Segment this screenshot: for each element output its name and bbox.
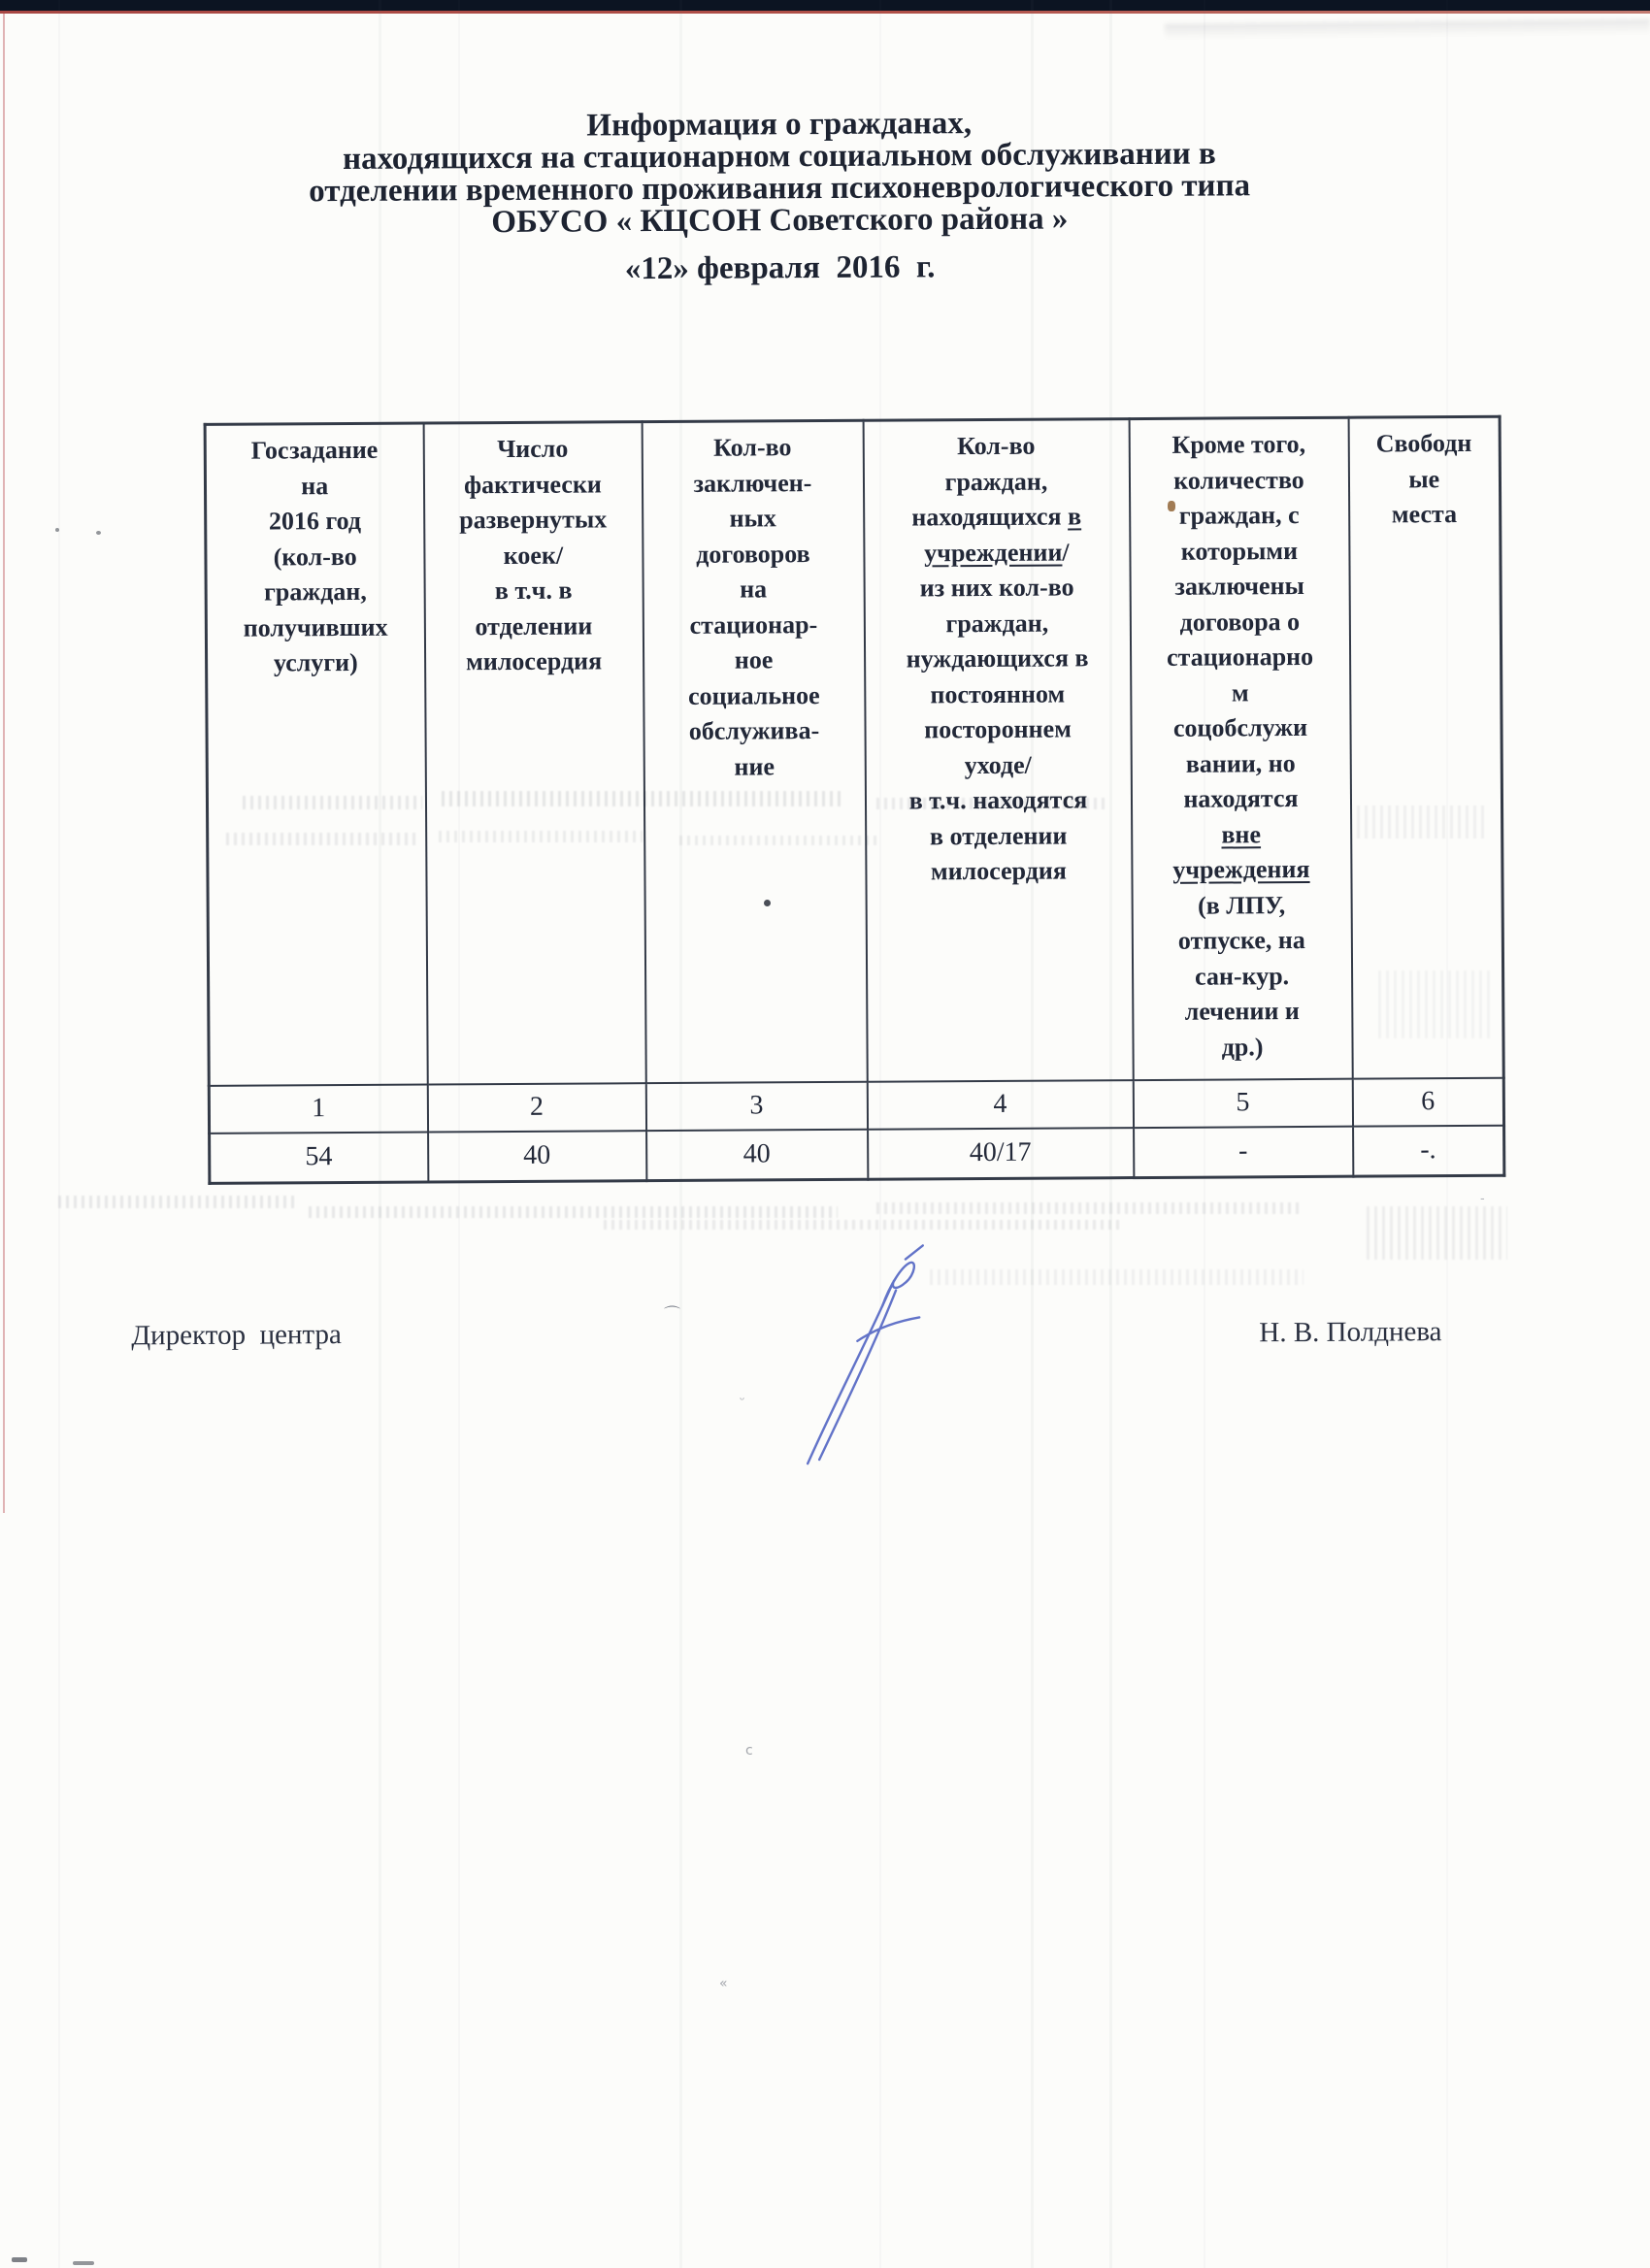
document-date: «12» февраля 2016 г. — [624, 249, 936, 287]
signoff-role: Директор центра — [131, 1319, 342, 1352]
value-cell: 54 — [210, 1132, 428, 1183]
table-value-row — [210, 1125, 1504, 1183]
column-number: 6 — [1352, 1077, 1503, 1126]
table-column-number-row — [209, 1077, 1503, 1133]
document-title: Информация о гражданах, находящихся на стационарном социальном обслуживании в отделении временного проживания психоневрологического типа ОБУСО « КЦСОН Советского района » — [309, 106, 1251, 241]
scanned-document-page: ⌒ ᵕ c « - Информация о гражданах, находящихся на стационарном социальном обслуживании в отделении временного проживания психоневрологического типа ОБУСО « КЦСОН Советского района » «12» февраля 2016 г. Госзадание на 2016 год (кол-во граждан, получивших услуги) Число фактически развернутых коек/ в т.ч. в отделении милосердия Кол-во заключен- ных договоров на стационар- ное социальное обслужива- ние Кол-во граждан, находящихся в учреждении/ из них кол-во граждан, нуждающихся в постоянном постороннем уходе/ в т.ч. находятся в отделении милосердия Кроме того, количество граждан, с которыми заключены договора о стационарно м соцобслужи вании, но находятся вне учреждения (в ЛПУ, отпуске, на сан-кур. лечении и др.) Свободн ые места 1 2 3 4 5 6 54 40 40 40/17 - -. Директор центра Н. В. Полднева — [0, 0, 1650, 2268]
signoff-name: Н. В. Полднева — [1259, 1316, 1442, 1349]
header-cell-citizens-outside: Кроме того, количество граждан, с которыми заключены договора о стационарно м соцобслужи вании, но находятся вне учреждения (в ЛПУ, отпуске, на сан-кур. лечении и др.) — [1129, 417, 1352, 1079]
column-number: 2 — [427, 1083, 645, 1132]
value-cell: -. — [1353, 1125, 1504, 1176]
header-cell-beds: Число фактически развернутых коек/ в т.ч. в отделении милосердия — [423, 422, 645, 1084]
data-table — [204, 415, 1506, 1185]
value-cell: - — [1134, 1126, 1353, 1177]
value-cell: 40 — [428, 1131, 646, 1182]
header-cell-free-places: Свободн ые места — [1348, 416, 1503, 1078]
value-cell: 40/17 — [868, 1128, 1134, 1180]
column-number: 5 — [1133, 1078, 1352, 1127]
column-number: 3 — [645, 1081, 867, 1130]
column-number: 1 — [209, 1084, 427, 1133]
column-number: 4 — [867, 1080, 1133, 1130]
signature-scribble — [781, 1224, 948, 1467]
header-cell-gov-task: Госзадание на 2016 год (кол-во граждан, получивших услуги) — [205, 423, 427, 1085]
header-cell-citizens-in-institution: Кол-во граждан, находящихся в учреждении/ из них кол-во граждан, нуждающихся в постоянном постороннем уходе/ в т.ч. находятся в отделении милосердия — [863, 419, 1133, 1082]
header-cell-contracts: Кол-во заключен- ных договоров на стационар- ное социальное обслужива- ние — [642, 420, 867, 1082]
table-header-row — [205, 416, 1503, 1085]
value-cell: 40 — [646, 1129, 868, 1180]
